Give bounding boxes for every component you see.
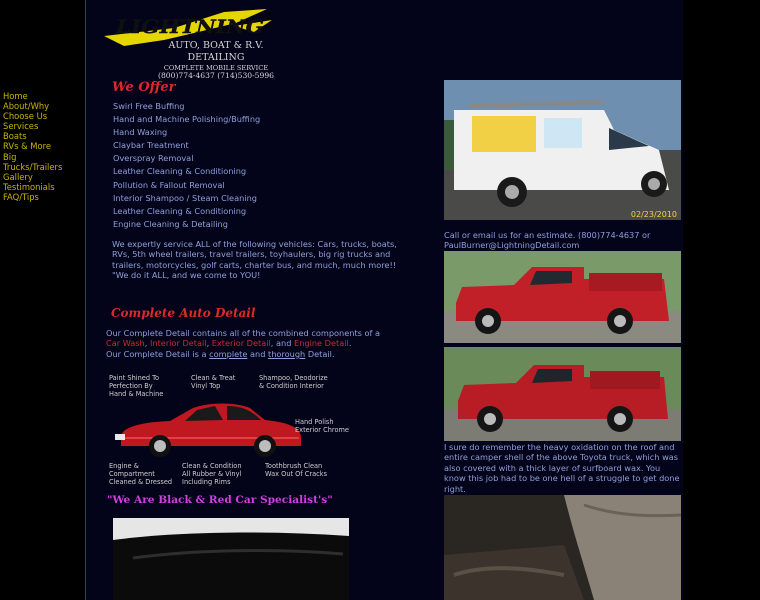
callout-line: Engine & xyxy=(109,462,139,470)
callout-rubber-vinyl xyxy=(182,462,242,486)
car-detail-diagram xyxy=(105,372,355,492)
sep-text: , xyxy=(206,338,210,349)
offer-item: Hand Waxing xyxy=(113,127,168,138)
logo-line-auto-boat: AUTO, BOAT & R.V. xyxy=(168,40,264,51)
complete-auto-detail-heading: Complete Auto Detail xyxy=(111,306,256,320)
complete-line2-end: Detail. xyxy=(307,348,335,359)
nav-about-why[interactable]: About/Why xyxy=(3,101,50,112)
offer-item: Leather Cleaning & Conditioning xyxy=(113,166,247,177)
callout-line: Paint Shined To xyxy=(109,374,160,382)
white-van-photo-image xyxy=(444,80,681,220)
callout-line: Hand Polish xyxy=(295,418,334,426)
offer-item: Hand and Machine Polishing/Buffing xyxy=(113,114,261,125)
sep-text: , and xyxy=(270,338,292,349)
exterior-detail-link[interactable]: Exterior Detail xyxy=(211,338,271,349)
nav-home[interactable]: Home xyxy=(3,91,28,101)
callout-line: Exterior Chrome xyxy=(295,426,349,434)
nav-boats[interactable]: Boats xyxy=(3,131,27,142)
toyota-truck-story-text: I sure do remember the heavy oxidation on the roof and entire camper shell of the above Toyota truck, which was also covered with a thick layer of surfboard wax. You know this job had to be one hell of a struggle to get done right. xyxy=(444,442,680,494)
callout-engine xyxy=(109,462,172,486)
callout-line: Wax Out Of Cracks xyxy=(265,470,328,478)
nav-choose-us[interactable]: Choose Us xyxy=(3,111,48,122)
offer-list xyxy=(113,100,260,231)
nav-faq-tips[interactable]: FAQ/Tips xyxy=(3,191,39,202)
callout-line: Toothbrush Clean xyxy=(265,462,323,470)
logo-brand-text: LIGHTNING xyxy=(114,16,264,38)
and-word: and xyxy=(250,348,266,359)
sep-text: , xyxy=(144,338,148,349)
car-wash-link[interactable]: Car Wash xyxy=(106,338,145,349)
logo-phones: (800)774-4637 (714)530-5996 xyxy=(157,71,275,80)
black-car-photo-image xyxy=(113,518,349,600)
nav-rvs-more[interactable]: RVs & More xyxy=(3,141,52,152)
interior-seat-photo-image xyxy=(444,495,681,600)
offer-item: Pollution & Fallout Removal xyxy=(113,179,225,190)
red-car-illustration xyxy=(115,394,305,459)
red-truck-photo-2 xyxy=(444,347,681,441)
red-truck-photo-1-image xyxy=(444,251,681,343)
callout-line: Clean & Condition xyxy=(182,462,242,470)
complete-word: complete xyxy=(209,348,248,359)
callout-line: Clean & Treat xyxy=(191,374,236,382)
thorough-word: thorough xyxy=(268,348,306,359)
nav-big[interactable]: Big xyxy=(3,151,17,162)
callout-line: Perfection By xyxy=(109,382,153,390)
complete-detail-paragraph xyxy=(106,328,406,359)
main-left-border xyxy=(85,0,86,600)
contact-estimate-text: Call or email us for an estimate. (800)774-4637 or PaulBurner@LightningDetail.com xyxy=(444,230,651,251)
black-car-photo xyxy=(113,518,349,600)
callout-line: Vinyl Top xyxy=(191,382,221,390)
callout-line: Including Rims xyxy=(182,478,231,486)
callout-line: Hand & Machine xyxy=(109,390,164,398)
callout-line: Compartment xyxy=(109,470,155,478)
red-truck-photo-1 xyxy=(444,251,681,343)
nav-services[interactable]: Services xyxy=(3,121,39,132)
vehicles-service-paragraph: We expertly service ALL of the following vehicles: Cars, trucks, boats, RVs, 5th wheel trailers, travel trailers, toyhaulers, big rig trucks and trailers, motorcycles, golf carts, charter bus, and much, much more!! "We do it ALL, and we come to YOU! xyxy=(112,239,397,281)
complete-intro-text: Our Complete Detail contains all of the combined components of a xyxy=(106,328,381,338)
callout-vinyl-top xyxy=(191,374,235,390)
white-van-photo xyxy=(444,80,681,220)
left-nav xyxy=(3,91,83,202)
black-red-specialist-heading: "We Are Black & Red Car Specialist's" xyxy=(107,494,333,506)
callout-line: & Condition Interior xyxy=(259,382,324,390)
callout-line: All Rubber & Vinyl xyxy=(182,470,242,478)
callout-interior xyxy=(259,374,328,390)
interior-detail-link[interactable]: Interior Detail xyxy=(149,338,207,349)
callout-paint xyxy=(109,374,163,398)
complete-line2-start: Our Complete Detail is a xyxy=(106,348,207,359)
callout-toothbrush xyxy=(265,462,327,478)
logo-line-mobile-service: COMPLETE MOBILE SERVICE xyxy=(163,64,269,72)
red-truck-photo-2-image xyxy=(444,347,681,441)
nav-trucks-trailers[interactable]: Trucks/Trailers xyxy=(3,161,63,172)
offer-item: Overspray Removal xyxy=(113,153,194,164)
engine-detail-link[interactable]: Engine Detail xyxy=(294,338,349,349)
nav-testimonials[interactable]: Testimonials xyxy=(3,181,55,192)
end-text: . xyxy=(348,338,352,349)
callout-chrome xyxy=(295,418,349,434)
offer-item: Leather Cleaning & Conditioning xyxy=(113,205,247,216)
interior-seat-photo xyxy=(444,495,681,600)
offer-item: Interior Shampoo / Steam Cleaning xyxy=(113,192,257,203)
nav-gallery[interactable]: Gallery xyxy=(3,171,33,182)
callout-line: Cleaned & Dressed xyxy=(109,478,173,486)
offer-item: Engine Cleaning & Detailing xyxy=(113,218,228,229)
we-offer-heading: We Offer xyxy=(112,80,176,95)
offer-item: Swirl Free Buffing xyxy=(113,101,185,111)
callout-line: Shampoo, Deodorize xyxy=(259,374,328,382)
van-photo-date: 02/23/2010 xyxy=(630,210,677,219)
offer-item: Claybar Treatment xyxy=(113,140,189,151)
logo-line-detailing: DETAILING xyxy=(187,52,245,63)
